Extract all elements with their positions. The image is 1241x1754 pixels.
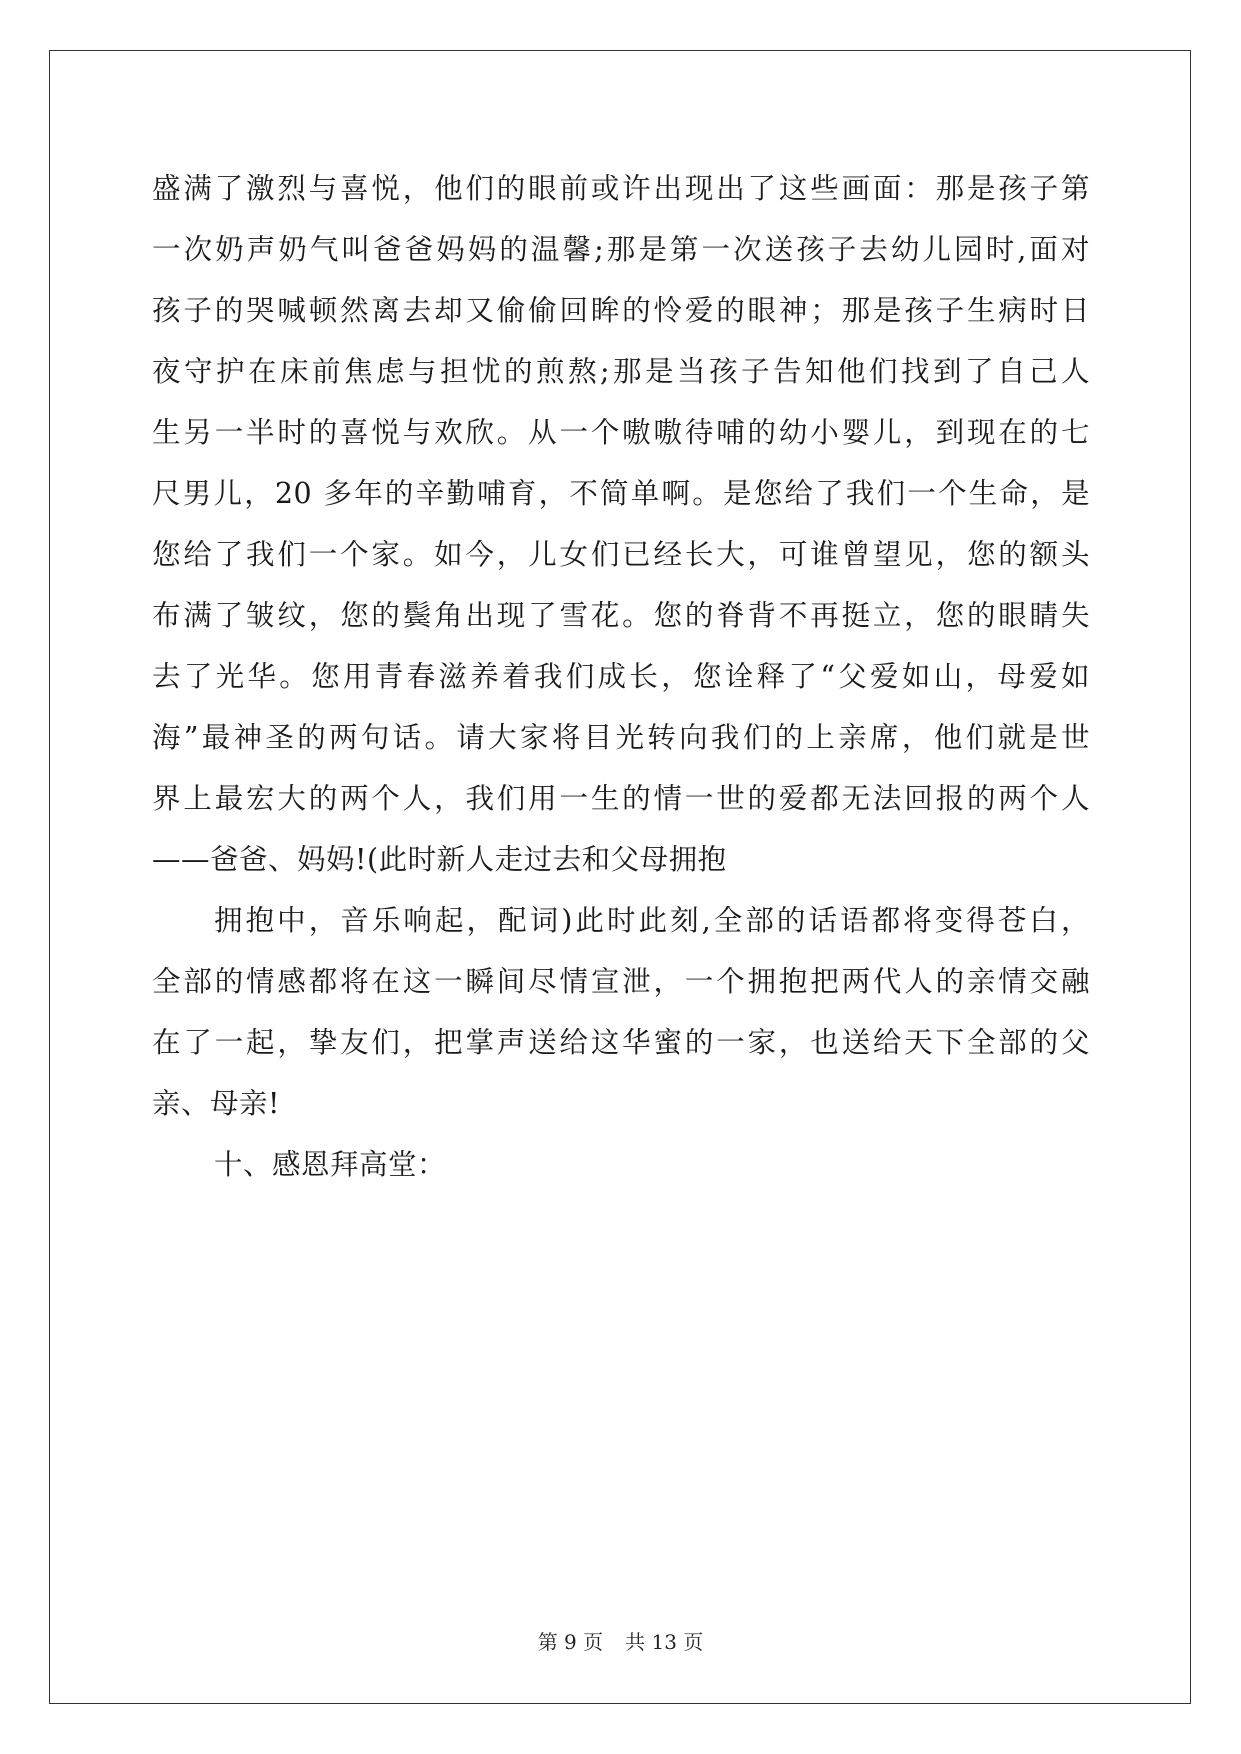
page-number: 第 9 页 — [537, 1630, 604, 1654]
page-footer — [0, 1630, 1241, 1654]
paragraph-line: 全部的情感都将在这一瞬间尽情宣泄，一个拥抱把两代人的亲情交融 — [152, 965, 1090, 998]
document-body — [152, 158, 1090, 1195]
paragraph-first-line: 拥抱中，音乐响起，配词)此时此刻,全部的话语都将变得苍白， — [214, 904, 1090, 937]
section-heading: 十、感恩拜高堂： — [214, 1148, 447, 1181]
paragraph-line: ——爸爸、妈妈!(此时新人走过去和父母拥抱 — [152, 843, 727, 876]
paragraph-line: 布满了皱纹，您的鬓角出现了雪花。您的脊背不再挺立，您的眼睛失 — [152, 599, 1090, 632]
paragraph-line: 盛满了激烈与喜悦，他们的眼前或许出现出了这些画面：那是孩子第 — [152, 172, 1090, 205]
paragraph-line: 孩子的哭喊顿然离去却又偷偷回眸的怜爱的眼神；那是孩子生病时日 — [152, 294, 1090, 327]
paragraph-line: 一次奶声奶气叫爸爸妈妈的温馨;那是第一次送孩子去幼儿园时,面对 — [152, 233, 1090, 266]
paragraph-line: 界上最宏大的两个人，我们用一生的情一世的爱都无法回报的两个人 — [152, 782, 1090, 815]
paragraph-line: 夜守护在床前焦虑与担忧的煎熬;那是当孩子告知他们找到了自己人 — [152, 355, 1090, 388]
paragraph-line: 在了一起，挚友们，把掌声送给这华蜜的一家，也送给天下全部的父 — [152, 1026, 1090, 1059]
paragraph-line: 去了光华。您用青春滋养着我们成长，您诠释了“父爱如山，母爱如 — [152, 660, 1090, 693]
paragraph-line: 海”最神圣的两句话。请大家将目光转向我们的上亲席，他们就是世 — [152, 721, 1090, 754]
paragraph-line: 您给了我们一个家。如今，儿女们已经长大，可谁曾望见，您的额头 — [152, 538, 1090, 571]
paragraph-line: 亲、母亲! — [152, 1087, 280, 1120]
page-total: 共 13 页 — [625, 1630, 704, 1654]
paragraph-line: 尺男儿，20 多年的辛勤哺育，不简单啊。是您给了我们一个生命，是 — [152, 477, 1090, 510]
paragraph-line: 生另一半时的喜悦与欢欣。从一个嗷嗷待哺的幼小婴儿，到现在的七 — [152, 416, 1090, 449]
